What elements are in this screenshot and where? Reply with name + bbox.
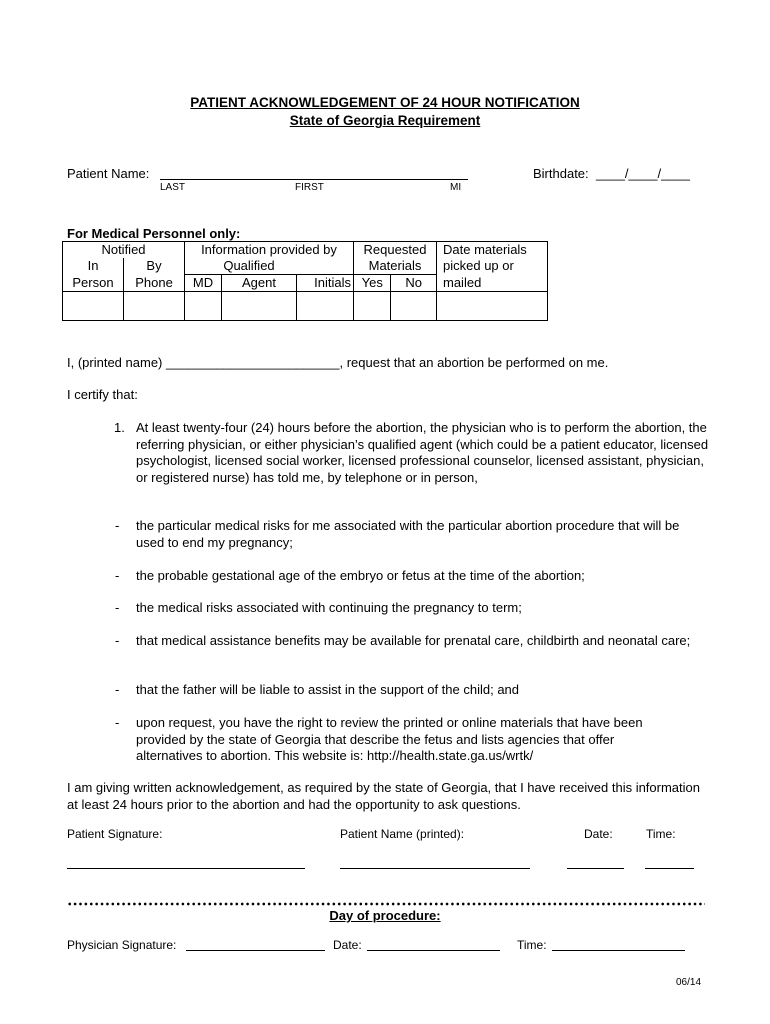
form-version: 06/14 (676, 977, 702, 988)
initials-cell[interactable] (297, 292, 354, 321)
middle-initial-caption: MI (450, 182, 462, 193)
medical-personnel-heading: For Medical Personnel only: (67, 226, 241, 241)
signature-date-label: Date: (584, 827, 613, 841)
last-name-caption: LAST (160, 182, 186, 193)
person-header: Person (63, 275, 124, 292)
physician-signature-label: Physician Signature: (67, 938, 177, 952)
first-name-caption: FIRST (295, 182, 324, 193)
mailed-header: mailed (437, 275, 548, 292)
bullet-dash: - (115, 518, 120, 533)
requested-header: Requested (354, 242, 437, 259)
form-title: PATIENT ACKNOWLEDGEMENT OF 24 HOUR NOTIFICATION (190, 95, 580, 110)
no-header: No (391, 275, 437, 292)
certification-bullet-6: upon request, you have the right to review the printed or online materials that have been provided by the state of Georgia that describe the fetus and lists agencies that offer alternatives to abortion. This website is: http://health.state.ga.us/wrtk/ (136, 715, 643, 763)
picked-up-header: picked up or (437, 258, 548, 275)
patient-name-printed-line[interactable] (340, 868, 530, 869)
yes-cell[interactable] (354, 292, 391, 321)
certification-bullet-2: the probable gestational age of the embryo or fetus at the time of the abortion; (136, 568, 585, 583)
patient-signature-line[interactable] (67, 868, 305, 869)
md-header: MD (185, 275, 222, 292)
certification-bullet-5: that the father will be liable to assist in the support of the child; and (136, 682, 520, 697)
materials-header: Materials (354, 258, 437, 275)
certification-item-1: At least twenty-four (24) hours before the abortion, the physician who is to perform the abortion, the referring physician, or either physician’s qualified agent (which could be a patient educator, licensed psychologist, licensed social worker, licensed professional counselor, licensed assistant, physician, or registered nurse) has told me, by telephone or in person, (136, 420, 709, 485)
bullet-dash: - (115, 568, 120, 583)
no-cell[interactable] (391, 292, 437, 321)
certification-bullet-4: that medical assistance benefits may be available for prenatal care, childbirth and neonatal care; (136, 633, 691, 648)
birthdate-label: Birthdate: (533, 166, 589, 181)
signature-date-line[interactable] (567, 868, 624, 869)
patient-signature-label: Patient Signature: (67, 827, 163, 841)
procedure-time-label: Time: (517, 938, 547, 952)
certify-label: I certify that: (67, 387, 138, 402)
bullet-dash: - (115, 600, 120, 615)
dotted-separator (67, 902, 705, 906)
bullet-dash: - (115, 715, 120, 730)
form-subtitle: State of Georgia Requirement (289, 113, 481, 128)
md-cell[interactable] (185, 292, 222, 321)
signature-time-line[interactable] (645, 868, 694, 869)
bullet-dash: - (115, 633, 120, 648)
signature-time-label: Time: (646, 827, 676, 841)
patient-name-printed-label: Patient Name (printed): (340, 827, 465, 841)
patient-name-label: Patient Name: (67, 166, 150, 181)
by-phone-cell[interactable] (124, 292, 185, 321)
phone-header: Phone (124, 275, 185, 292)
day-of-procedure-heading: Day of procedure: (329, 908, 441, 923)
yes-header: Yes (354, 275, 391, 292)
birthdate-field[interactable]: ____/____/____ (596, 166, 690, 181)
qualified-header: Qualified (185, 258, 354, 275)
item-number: 1. (114, 420, 125, 435)
initials-header: Initials (297, 275, 354, 292)
agent-cell[interactable] (222, 292, 297, 321)
certification-bullet-3: the medical risks associated with continuing the pregnancy to term; (136, 600, 522, 615)
bullet-dash: - (115, 682, 120, 697)
certification-bullet-1: the particular medical risks for me associated with the particular abortion procedure that will be used to end my pregnancy; (136, 518, 680, 550)
agent-header: Agent (222, 275, 297, 292)
procedure-date-label: Date: (333, 938, 362, 952)
by-header: By (124, 258, 185, 275)
procedure-time-line[interactable] (552, 950, 685, 951)
date-materials-header: Date materials (437, 242, 548, 259)
in-header: In (63, 258, 124, 275)
patient-name-line[interactable] (160, 179, 468, 180)
acknowledgement-statement: I am giving written acknowledgement, as required by the state of Georgia, that I have received this information at least 24 hours prior to the abortion and had the opportunity to ask questions. (67, 780, 701, 812)
medical-personnel-table (62, 241, 548, 321)
in-person-cell[interactable] (63, 292, 124, 321)
physician-signature-line[interactable] (186, 950, 325, 951)
date-materials-cell[interactable] (437, 292, 548, 321)
notified-header: Notified (63, 242, 185, 259)
procedure-date-line[interactable] (367, 950, 500, 951)
info-provided-header: Information provided by (185, 242, 354, 259)
abortion-request-statement: I, (printed name) ________________________, request that an abortion be performed on me. (67, 355, 609, 370)
